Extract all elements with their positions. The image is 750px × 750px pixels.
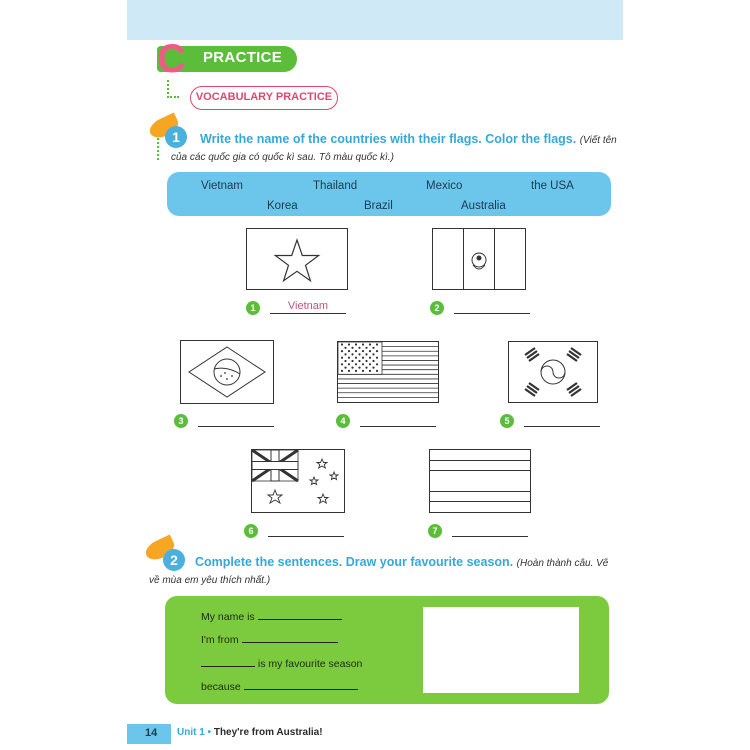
- item-number: 6: [244, 524, 258, 538]
- blank-field[interactable]: [242, 633, 338, 643]
- mexico-flag: [432, 228, 526, 290]
- brazil-emblem-icon: [181, 341, 273, 403]
- instruction-text: Complete the sentences. Draw your favourite season.: [195, 555, 514, 569]
- taegeuk-icon: [509, 342, 597, 402]
- vietnam-flag: [246, 228, 348, 290]
- translation-text: (Hoàn thành câu. Vẽ: [516, 558, 609, 569]
- sentence-text: My name is: [201, 611, 255, 623]
- answer-line[interactable]: [524, 413, 600, 427]
- answer-line[interactable]: [452, 523, 528, 537]
- sentence-line: [201, 610, 342, 623]
- exercise-2-instruction: [195, 555, 621, 569]
- exercise-1-instruction: [200, 132, 620, 146]
- brazil-flag: [180, 340, 274, 404]
- unit-title: They're from Australia!: [213, 727, 323, 738]
- word-bank: [167, 172, 611, 216]
- item-number: 3: [174, 414, 188, 428]
- unit-label: Unit 1 •: [177, 727, 212, 738]
- translation-text: của các quốc gia có quốc kì sau. Tô màu quốc kì.): [171, 152, 394, 163]
- answer-line[interactable]: Vietnam: [270, 300, 346, 314]
- usa-flag: [337, 341, 439, 403]
- word-bank-item: Korea: [267, 200, 298, 212]
- sentence-line: [201, 657, 362, 670]
- answer-line[interactable]: [454, 300, 530, 314]
- word-bank-item: Mexico: [426, 180, 463, 192]
- answer-line[interactable]: [360, 413, 436, 427]
- stripes-icon: [430, 450, 530, 512]
- header-sky: [127, 0, 623, 40]
- union-jack-and-stars-icon: [252, 450, 344, 512]
- blank-field[interactable]: [201, 657, 255, 667]
- word-bank-item: Thailand: [313, 180, 358, 192]
- item-number: 5: [500, 414, 514, 428]
- item-number: 2: [430, 301, 444, 315]
- section-title: PRACTICE: [203, 49, 283, 66]
- blank-field[interactable]: [258, 610, 342, 620]
- dotted-connector: [167, 80, 179, 98]
- answer-line[interactable]: [268, 523, 344, 537]
- sentence-box: [165, 596, 609, 704]
- sentence-line: [201, 680, 358, 693]
- thailand-flag: [429, 449, 531, 513]
- sentence-text: I'm from: [201, 634, 239, 646]
- korea-flag: [508, 341, 598, 403]
- translation-text: (Viết tên: [579, 135, 617, 146]
- section-letter: C: [157, 37, 186, 81]
- drawing-area[interactable]: [423, 607, 579, 693]
- stars-and-stripes-icon: [338, 342, 438, 402]
- item-number: 7: [428, 524, 442, 538]
- star-icon: [247, 229, 347, 289]
- item-number: 1: [246, 301, 260, 315]
- vocabulary-practice-label: VOCABULARY PRACTICE: [190, 86, 338, 110]
- blank-field[interactable]: [244, 680, 358, 690]
- exercise-number: 2: [163, 549, 185, 571]
- item-number: 4: [336, 414, 350, 428]
- word-bank-item: Australia: [461, 200, 506, 212]
- instruction-text: Write the name of the countries with their flags. Color the flags.: [200, 132, 577, 146]
- sentence-text: is my favourite season: [257, 658, 363, 670]
- word-bank-item: Brazil: [364, 200, 393, 212]
- sentence-text: because: [201, 681, 241, 693]
- answer-line[interactable]: [198, 413, 274, 427]
- workbook-page: [127, 0, 623, 750]
- exercise-number: 1: [165, 126, 187, 148]
- footer-unit-title: [177, 727, 323, 738]
- page-number: 14: [145, 727, 158, 739]
- australia-flag: [251, 449, 345, 513]
- word-bank-item: the USA: [531, 180, 574, 192]
- sentence-line: [201, 633, 338, 646]
- translation-text: về mùa em yêu thích nhất.): [149, 575, 271, 586]
- word-bank-item: Vietnam: [201, 180, 243, 192]
- mexico-emblem-icon: [433, 229, 525, 289]
